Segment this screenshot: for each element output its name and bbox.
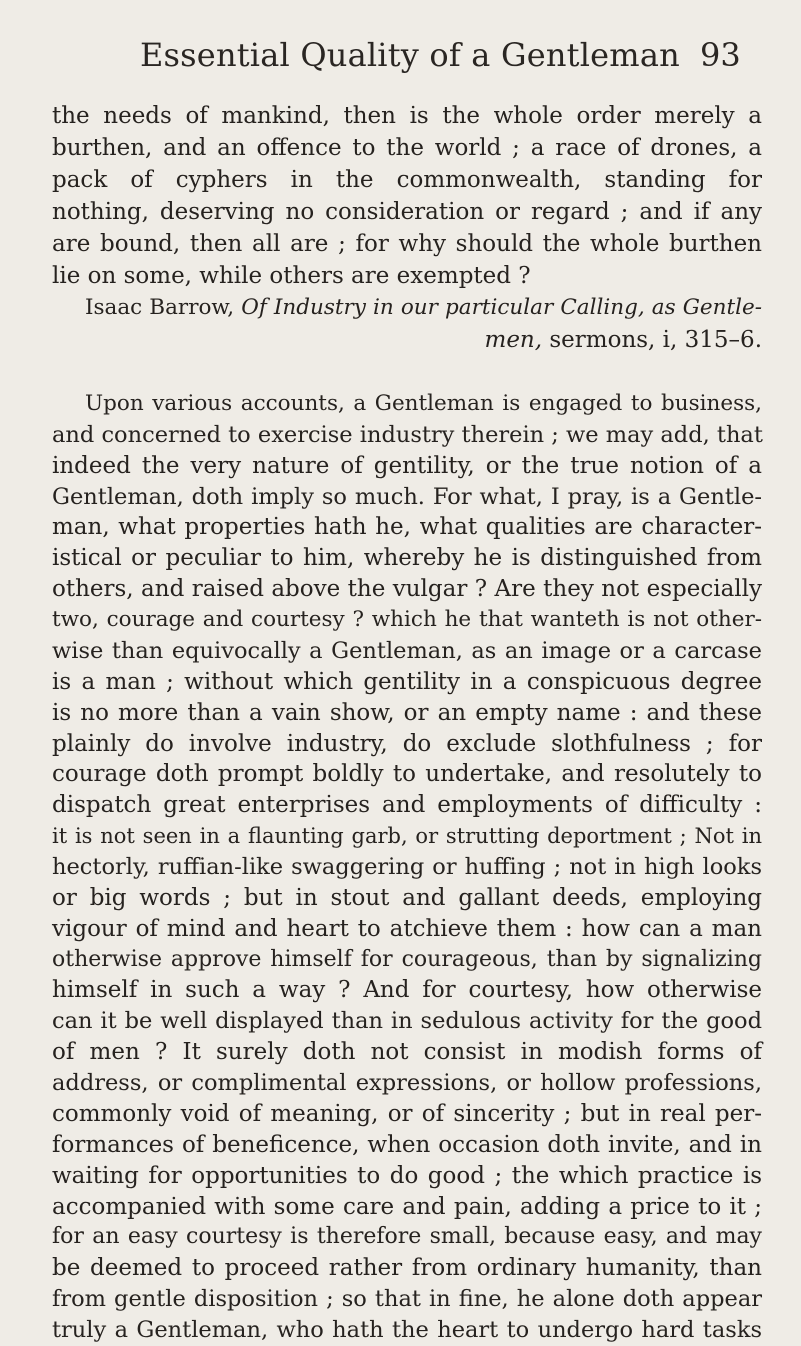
body-line: is a man ; without which gentility in a conspicuous degree — [52, 668, 762, 695]
body-line: formances of beneficence, when occasion doth invite, and in — [52, 1131, 762, 1158]
citation-line — [85, 292, 762, 324]
citation-source: sermons, i, 315–6. — [542, 327, 762, 353]
body-line: courage doth prompt boldly to undertake, and resolutely to — [52, 761, 762, 788]
citation-title-cont: men, — [484, 327, 543, 353]
body-line: vigour of mind and heart to atchieve them : how can a man — [52, 915, 762, 942]
body-line: istical or peculiar to him, whereby he is distinguished from — [52, 545, 762, 572]
body-line: waiting for opportunities to do good ; the which practice is — [52, 1162, 762, 1189]
running-head — [0, 36, 801, 86]
citation-title: Of Industry in our particular Calling, as Gentle- — [241, 295, 762, 320]
body-line: dispatch great enterprises and employments of difficulty : — [52, 792, 762, 819]
body-line: wise than equivocally a Gentleman, as an image or a carcase — [52, 637, 762, 664]
body-line: be deemed to proceed rather from ordinary humanity, than — [52, 1255, 762, 1282]
body-line: of men ? It surely doth not consist in modish forms of — [52, 1039, 762, 1066]
body-line: accompanied with some care and pain, adding a price to it ; — [52, 1193, 762, 1220]
body-line: otherwise approve himself for courageous, than by signalizing — [52, 946, 762, 972]
body-line: indeed the very nature of gentility, or the true notion of a — [52, 452, 762, 479]
citation-line — [440, 324, 762, 356]
body-line: Gentleman, doth imply so much. For what, I pray, is a Gentle- — [52, 483, 762, 510]
quote-line: nothing, deserving no consideration or regard ; and if any — [52, 199, 762, 225]
quote-line: burthen, and an offence to the world ; a race of drones, a — [52, 135, 762, 161]
body-line: or big words ; but in stout and gallant deeds, employing — [52, 884, 762, 911]
body-line: for an easy courtesy is therefore small, because easy, and may — [52, 1224, 762, 1250]
quote-line: lie on some, while others are exempted ? — [52, 263, 531, 289]
body-line: can it be well displayed than in sedulous activity for the good — [52, 1008, 762, 1035]
quote-line: pack of cyphers in the commonwealth, standing for — [52, 167, 762, 193]
body-line: plainly do involve industry, do exclude slothfulness ; for — [52, 730, 762, 757]
body-line: himself in such a way ? And for courtesy, how otherwise — [52, 977, 762, 1004]
page-number: 93 — [700, 36, 741, 74]
citation-author: Isaac Barrow, — [85, 295, 242, 320]
body-line: man, what properties hath he, what qualities are character- — [52, 514, 762, 541]
body-line: and concerned to exercise industry therein ; we may add, that — [52, 421, 763, 448]
body-line: commonly void of meaning, or of sincerity ; but in real per- — [52, 1100, 762, 1127]
quote-line: the needs of mankind, then is the whole order merely a — [52, 103, 762, 129]
body-line: two, courage and courtesy ? which he that wanteth is not other- — [52, 607, 762, 633]
body-line: truly a Gentleman, who hath the heart to undergo hard tasks — [52, 1317, 762, 1343]
body-line: is no more than a vain show, or an empty name : and these — [52, 699, 762, 726]
running-head-title: Essential Quality of a Gentleman — [140, 36, 680, 74]
body-line: from gentle disposition ; so that in fine, he alone doth appear — [52, 1286, 762, 1313]
body-line: others, and raised above the vulgar ? Are they not especially — [52, 576, 762, 603]
body-line: Upon various accounts, a Gentleman is engaged to business, — [85, 391, 762, 416]
quote-line: are bound, then all are ; for why should the whole burthen — [52, 231, 762, 257]
body-line: it is not seen in a flaunting garb, or strutting deportment ; Not in — [52, 824, 762, 849]
body-line: hectorly, ruffian-like swaggering or huffing ; not in high looks — [52, 854, 762, 880]
body-line: address, or complimental expressions, or hollow professions, — [52, 1070, 762, 1097]
